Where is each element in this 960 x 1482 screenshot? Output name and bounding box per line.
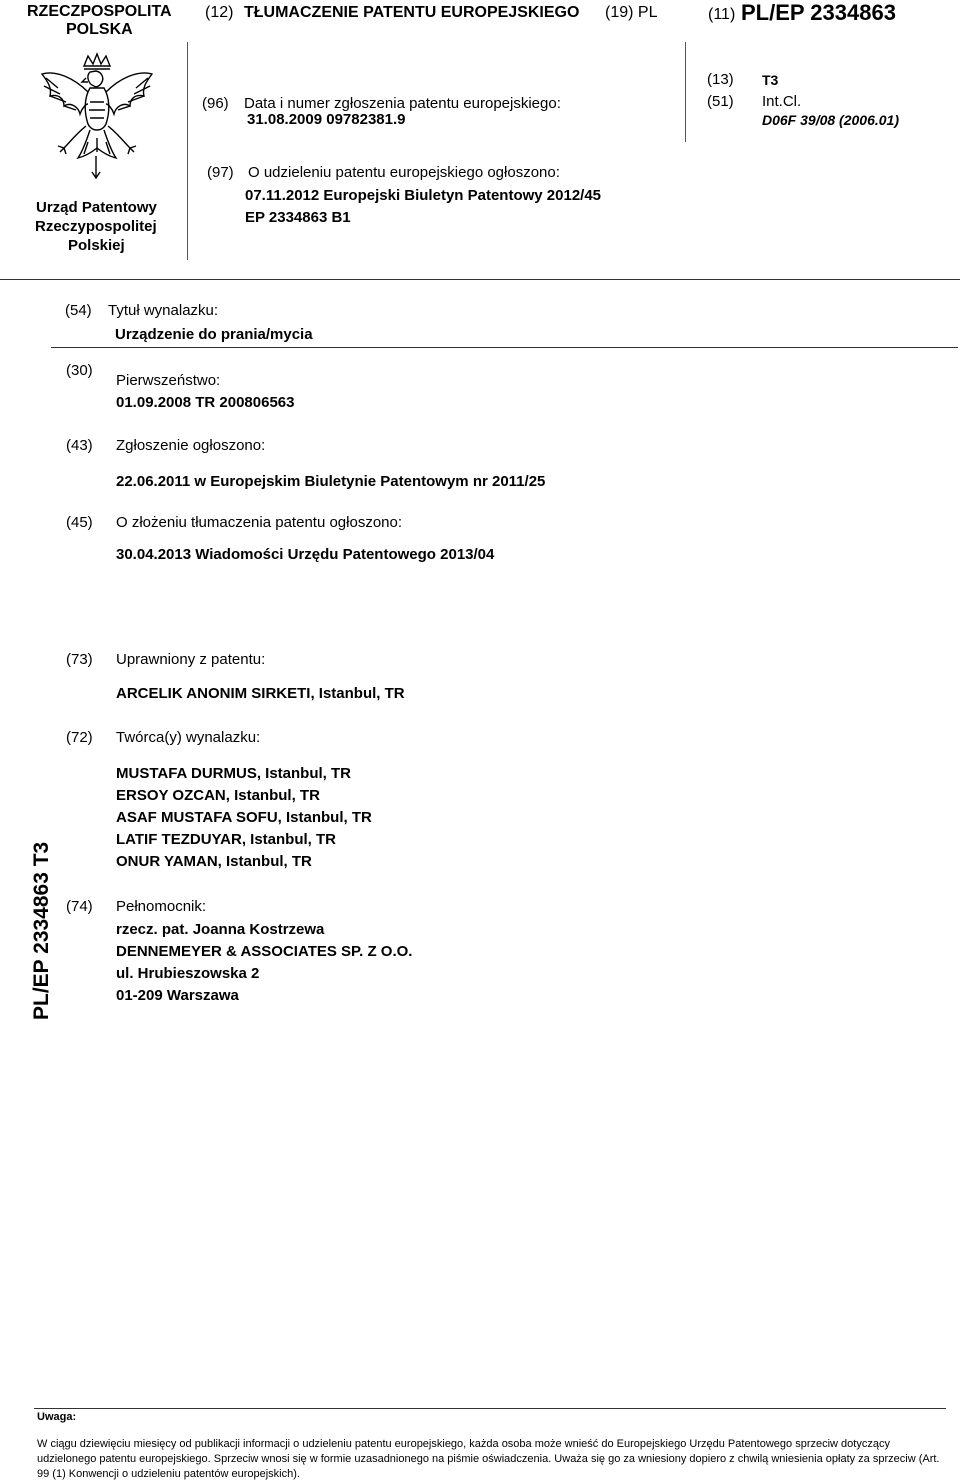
kind-code: T3 bbox=[762, 72, 779, 88]
title-rule bbox=[51, 347, 958, 348]
app-publication-label: Zgłoszenie ogłoszono: bbox=[116, 437, 266, 454]
patent-number: PL/EP 2334863 bbox=[741, 0, 896, 25]
attorney-line: rzecz. pat. Joanna Kostrzewa bbox=[116, 921, 325, 938]
header-divider-right bbox=[685, 42, 686, 142]
inid-code-54: (54) bbox=[65, 302, 92, 319]
side-patent-label: PL/EP 2334863 T3 bbox=[30, 841, 53, 1020]
inid-code-96: (96) bbox=[202, 95, 229, 112]
inid-code-72: (72) bbox=[66, 729, 93, 746]
inid-code-97: (97) bbox=[207, 164, 234, 181]
attorney-line: DENNEMEYER & ASSOCIATES SP. Z O.O. bbox=[116, 943, 413, 960]
inid-code-13: (13) bbox=[707, 71, 734, 88]
inid-code-73: (73) bbox=[66, 651, 93, 668]
intcl-label: Int.Cl. bbox=[762, 93, 802, 110]
grant-label: O udzieleniu patentu europejskiego ogłoszono: bbox=[248, 164, 560, 181]
inventor-item: ASAF MUSTAFA SOFU, Istanbul, TR bbox=[116, 809, 372, 826]
priority-label: Pierwszeństwo: bbox=[116, 372, 221, 389]
inventor-item: MUSTAFA DURMUS, Istanbul, TR bbox=[116, 765, 351, 782]
owner-value: ARCELIK ANONIM SIRKETI, Istanbul, TR bbox=[116, 685, 405, 702]
intcl-value: D06F 39/08 (2006.01) bbox=[762, 112, 899, 128]
inventor-item: ERSOY OZCAN, Istanbul, TR bbox=[116, 787, 320, 804]
inventor-item: LATIF TEZDUYAR, Istanbul, TR bbox=[116, 831, 336, 848]
footer-rule bbox=[34, 1408, 946, 1409]
note-label: Uwaga: bbox=[37, 1411, 77, 1423]
grant-value-line2: EP 2334863 B1 bbox=[245, 209, 351, 226]
office-name-line1: Urząd Patentowy bbox=[36, 199, 157, 216]
inventor-item: ONUR YAMAN, Istanbul, TR bbox=[116, 853, 312, 870]
filing-value: 31.08.2009 09782381.9 bbox=[247, 111, 406, 128]
country-name-line2: POLSKA bbox=[66, 21, 133, 38]
polish-eagle-emblem bbox=[38, 52, 156, 184]
header-divider-left bbox=[187, 42, 188, 260]
inid-code-12: (12) bbox=[205, 4, 234, 21]
attorney-line: ul. Hrubieszowska 2 bbox=[116, 965, 260, 982]
opposition-notice: W ciągu dziewięciu miesięcy od publikacji informacji o udzieleniu patentu europejskiego, każda osoba może wnieść do Europejskiego Urzędu Patentowego sprzeciw dotyczący udzielonego patentu europejskiego. Sprzeciw wnosi się w formie uzasadnionego na piśmie oświadczenia. Uważa się go za wniesiony dopiero z chwilą wniesienia opłaty za sprzeciw (Art. 99 (1) Konwencji o udzieleniu patentów europejskich). bbox=[37, 1438, 940, 1480]
title-label: Tytuł wynalazku: bbox=[108, 302, 219, 319]
app-publication-value: 22.06.2011 w Europejskim Biuletynie Patentowym nr 2011/25 bbox=[116, 473, 546, 490]
priority-value: 01.09.2008 TR 200806563 bbox=[116, 394, 295, 411]
country-name-line1: RZECZPOSPOLITA bbox=[27, 3, 172, 20]
office-name-line3: Polskiej bbox=[68, 237, 125, 254]
inid-code-51: (51) bbox=[707, 93, 734, 110]
grant-value-line1: 07.11.2012 Europejski Biuletyn Patentowy 2012/45 bbox=[245, 187, 602, 204]
title-value: Urządzenie do prania/mycia bbox=[115, 326, 313, 343]
filing-label: Data i numer zgłoszenia patentu europejskiego: bbox=[244, 95, 561, 112]
translation-value: 30.04.2013 Wiadomości Urzędu Patentowego 2013/04 bbox=[116, 546, 495, 563]
inid-code-19: (19) PL bbox=[605, 4, 658, 21]
translation-label: O złożeniu tłumaczenia patentu ogłoszono: bbox=[116, 514, 403, 531]
document-type: TŁUMACZENIE PATENTU EUROPEJSKIEGO bbox=[244, 4, 580, 21]
header-rule bbox=[0, 279, 960, 280]
inventors-label: Twórca(y) wynalazku: bbox=[116, 729, 261, 746]
attorney-label: Pełnomocnik: bbox=[116, 898, 207, 915]
inid-code-11: (11) bbox=[708, 6, 736, 23]
inid-code-30: (30) bbox=[66, 362, 93, 379]
attorney-line: 01-209 Warszawa bbox=[116, 987, 239, 1004]
inid-code-45: (45) bbox=[66, 514, 93, 531]
owner-label: Uprawniony z patentu: bbox=[116, 651, 266, 668]
inid-code-43: (43) bbox=[66, 437, 93, 454]
office-name-line2: Rzeczypospolitej bbox=[35, 218, 157, 235]
inid-code-74: (74) bbox=[66, 898, 93, 915]
